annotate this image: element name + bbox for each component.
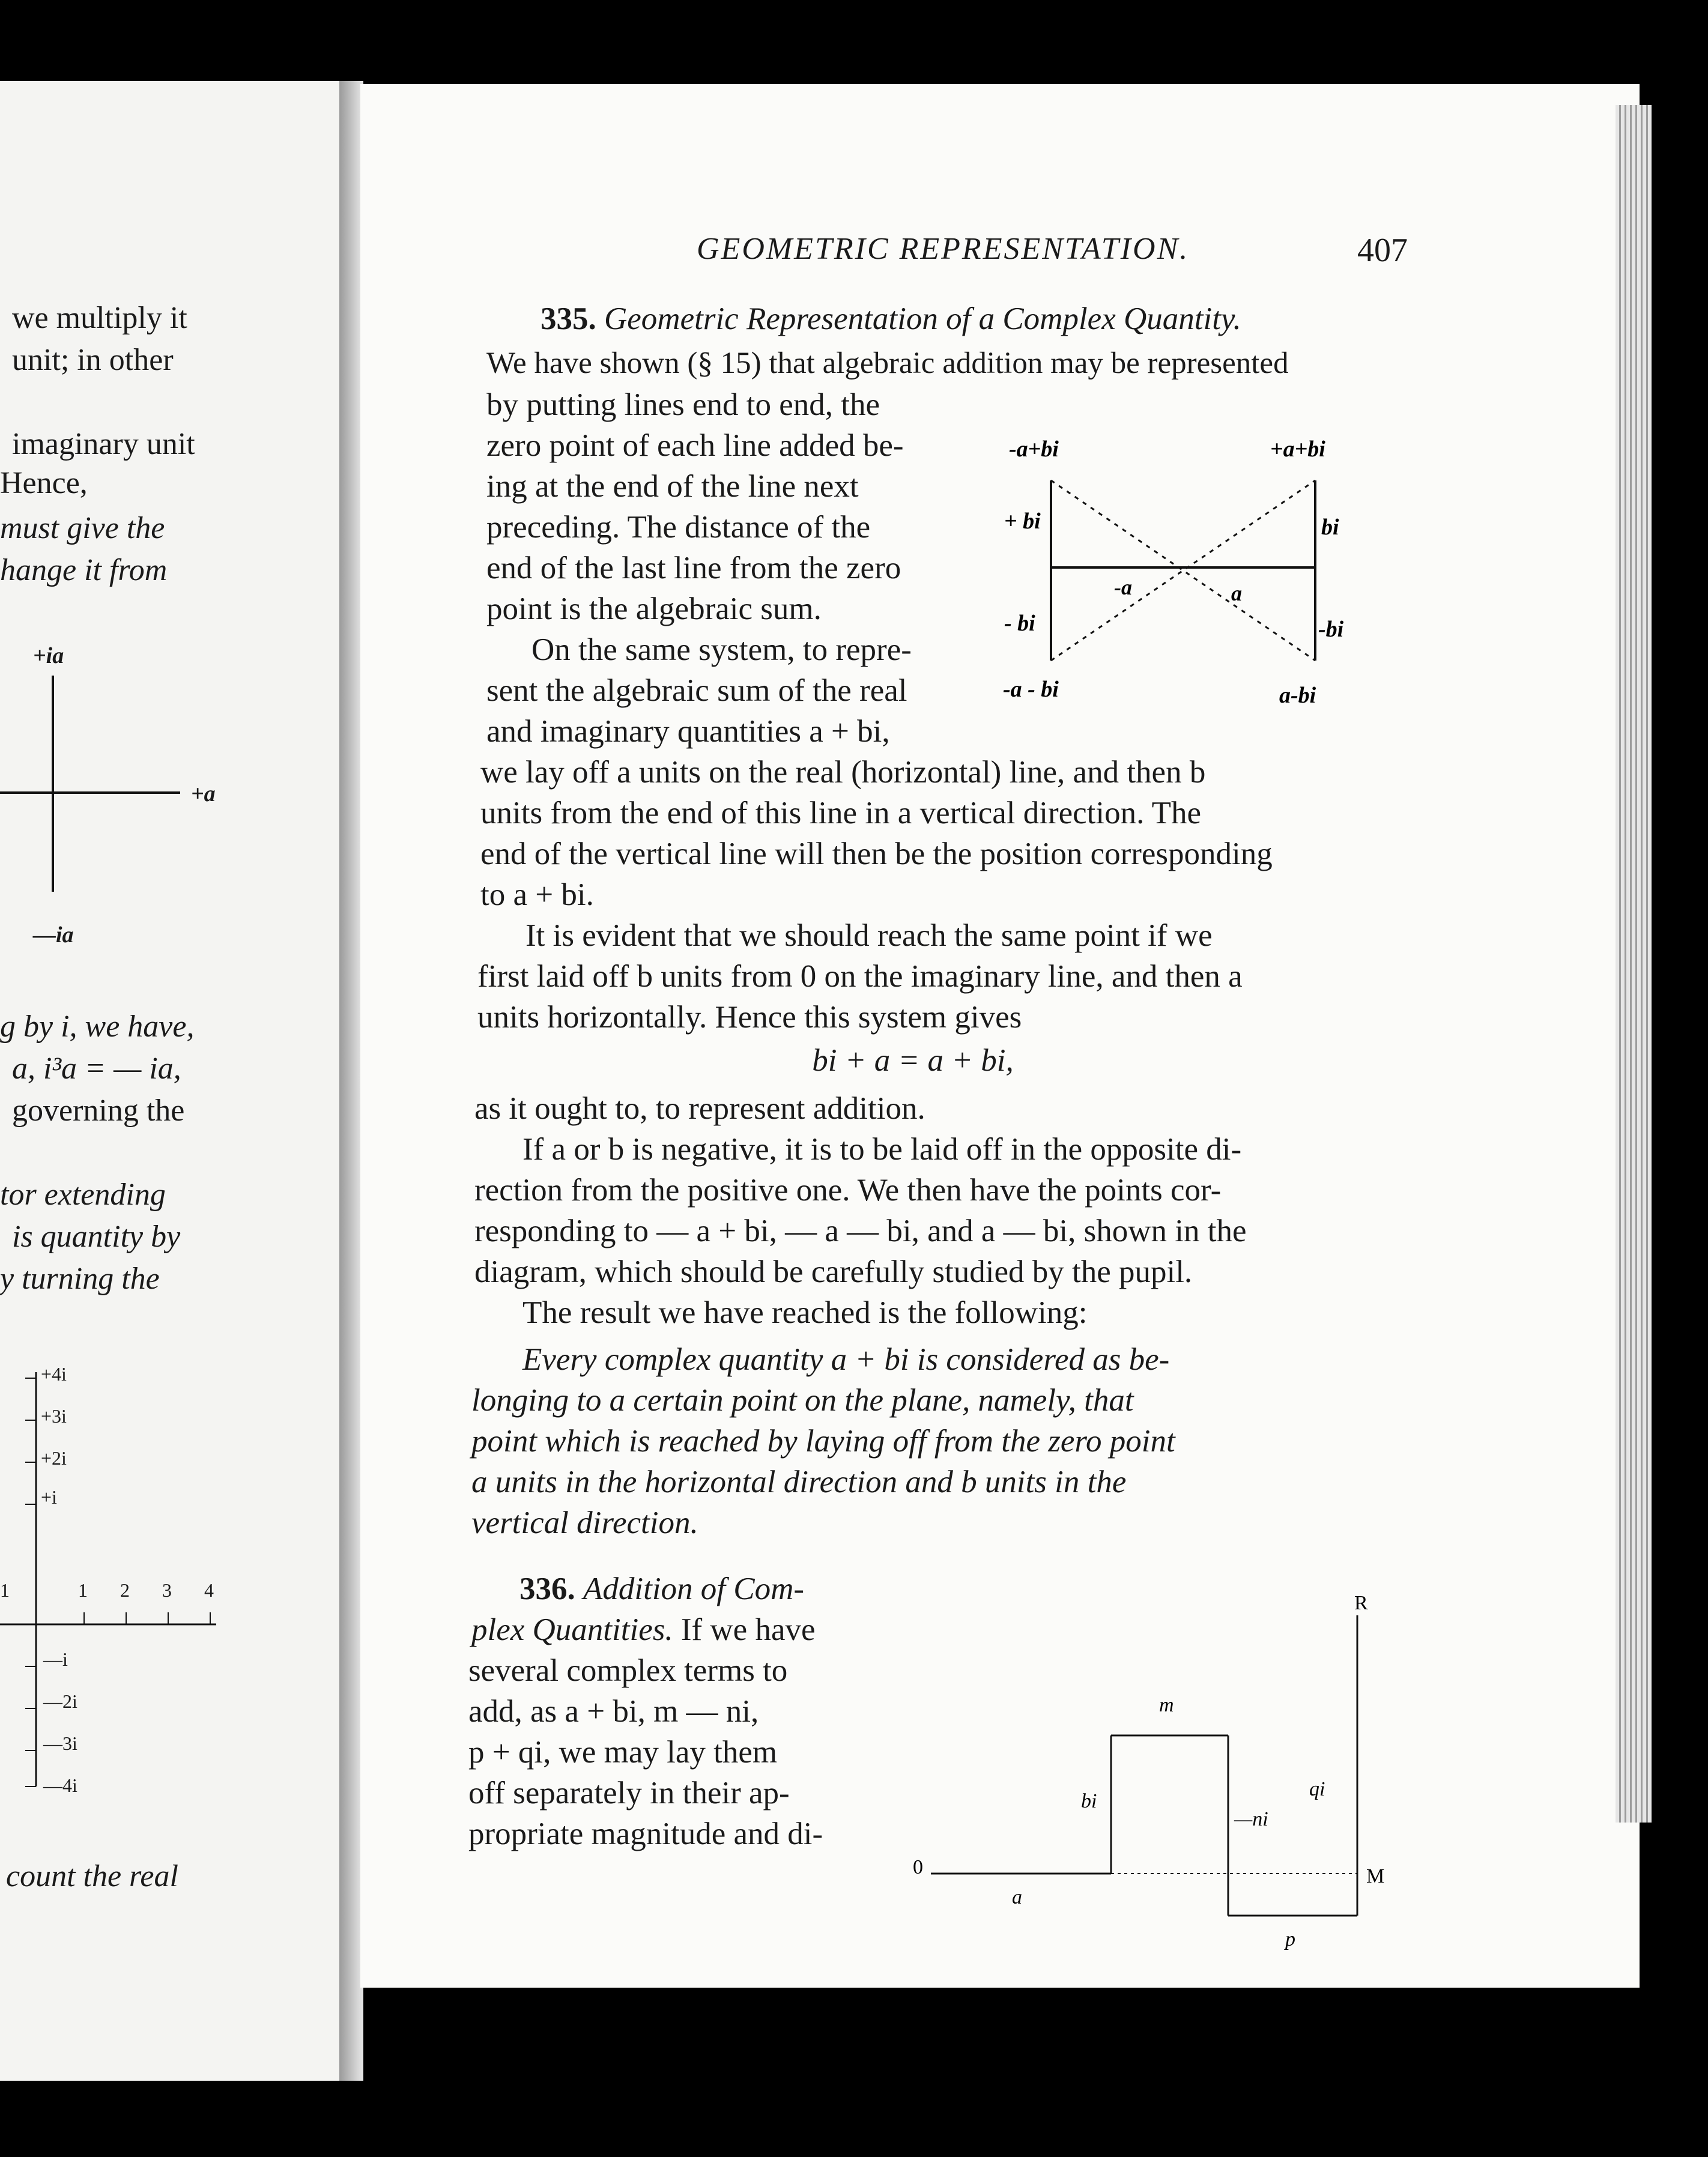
fig2-label-ni: —ni <box>1234 1808 1268 1830</box>
section-336-number: 336. <box>519 1572 575 1606</box>
s335-line-21: responding to — a + bi, — a — bi, and a — bi, shown in the <box>474 1214 1247 1248</box>
section-335-title: Geometric Representation of a Complex Quantity. <box>604 301 1241 336</box>
fig2-label-p: p <box>1285 1928 1295 1950</box>
left-line-10: tor extending <box>0 1178 166 1212</box>
s335-rule-1: Every complex quantity a + bi is considered as be- <box>522 1342 1170 1377</box>
left-line-7: g by i, we have, <box>0 1009 195 1044</box>
fig1-label-left-upper: + bi <box>1004 509 1041 534</box>
left-line-9: governing the <box>12 1094 185 1128</box>
fig1-label-left-lower: - bi <box>1004 611 1035 636</box>
scale-label-h-3: 3 <box>162 1579 172 1601</box>
scale-label-h-4: 4 <box>204 1579 214 1601</box>
left-axis-label-right: +a <box>191 781 216 806</box>
s335-rule-4: a units in the horizontal direction and b units in the <box>471 1465 1127 1499</box>
s335-line-18: as it ought to, to represent addition. <box>474 1091 925 1126</box>
s335-line-11: we lay off a units on the real (horizontal) line, and then b <box>480 755 1206 790</box>
fig2-label-qi: qi <box>1309 1778 1325 1800</box>
s335-line-23: The result we have reached is the following: <box>522 1295 1088 1330</box>
running-head: GEOMETRIC REPRESENTATION. <box>697 232 1190 266</box>
fig2-label-bi: bi <box>1081 1790 1097 1812</box>
book-gutter <box>339 81 363 2081</box>
left-line-11: is quantity by <box>12 1220 181 1254</box>
fig1-label-mid-right: a <box>1231 581 1242 605</box>
fig1-label-bottom-left: -a - bi <box>1003 677 1059 702</box>
fig2-label-M: M <box>1366 1865 1385 1887</box>
section-336-heading <box>519 1573 804 1605</box>
scale-label-4i: +4i <box>41 1363 67 1385</box>
s336-line-6: propriate magnitude and di- <box>468 1817 823 1851</box>
left-line-4: Hence, <box>0 466 88 500</box>
scale-label-h-2: 2 <box>120 1579 130 1601</box>
s336-line-1 <box>471 1614 816 1646</box>
section-336-title-part2: plex Quantities. <box>471 1612 673 1647</box>
left-line-12: y turning the <box>0 1262 160 1296</box>
scale-label-i: +i <box>41 1486 57 1508</box>
scale-label-h-1: 1 <box>78 1579 88 1601</box>
fig2-label-origin: 0 <box>913 1856 923 1878</box>
section-336-title-part1: Addition of Com- <box>583 1572 805 1606</box>
s335-line-1: We have shown (§ 15) that algebraic addition may be represented <box>486 346 1289 380</box>
s335-rule-3: point which is reached by laying off from the zero point <box>471 1424 1175 1459</box>
fig1-label-top-right: +a+bi <box>1270 437 1325 462</box>
s336-line-5: off separately in their ap- <box>468 1776 790 1811</box>
left-axes-diagram <box>0 640 240 916</box>
left-line-3: imaginary unit <box>12 427 195 461</box>
s335-line-13: end of the vertical line will then be the position corresponding <box>480 836 1273 871</box>
left-line-13: count the real <box>6 1859 178 1893</box>
fig1-label-bottom-right: a-bi <box>1279 683 1316 708</box>
fig1-label-top-left: -a+bi <box>1009 437 1059 462</box>
fig2-label-a: a <box>1012 1886 1022 1908</box>
left-line-8: a, i³a = — ia, <box>12 1051 181 1086</box>
left-line-2: unit; in other <box>12 343 174 377</box>
left-axis-label-top: +ia <box>33 643 64 668</box>
scale-label-neg-4i: —4i <box>43 1774 77 1796</box>
left-facing-page <box>0 81 344 2081</box>
s335-line-7: point is the algebraic sum. <box>486 591 822 626</box>
s335-line-16: first laid off b units from 0 on the imaginary line, and then a <box>477 959 1243 994</box>
scale-label-h-minus-1: 1 <box>0 1579 10 1601</box>
s336-line-1-rest: If we have <box>673 1612 816 1647</box>
complex-plane-figure <box>1003 420 1375 733</box>
s335-rule-5: vertical direction. <box>471 1505 698 1540</box>
section-335-heading <box>541 303 1241 335</box>
s335-line-8: On the same system, to repre- <box>531 632 912 667</box>
s335-line-14: to a + bi. <box>480 877 594 912</box>
scale-label-neg-i: —i <box>43 1648 68 1670</box>
s335-line-12: units from the end of this line in a vertical direction. The <box>480 796 1202 830</box>
left-axis-label-bottom: —ia <box>33 922 74 948</box>
page-number: 407 <box>1357 232 1408 269</box>
s336-line-3: add, as a + bi, m — ni, <box>468 1694 759 1729</box>
scale-label-neg-2i: —2i <box>43 1690 77 1712</box>
s335-line-3: zero point of each line added be- <box>486 428 904 463</box>
s335-line-2: by putting lines end to end, the <box>486 387 880 422</box>
scale-label-3i: +3i <box>41 1405 67 1427</box>
left-line-6: hange it from <box>0 553 168 587</box>
scale-label-neg-3i: —3i <box>43 1732 77 1754</box>
fig1-label-mid-left: -a <box>1114 575 1132 599</box>
fig1-label-right-upper: bi <box>1321 515 1339 540</box>
main-page <box>360 84 1640 1988</box>
scale-label-2i: +2i <box>41 1447 67 1469</box>
s335-equation: bi + a = a + bi, <box>812 1043 1014 1078</box>
s335-rule-2: longing to a certain point on the plane, namely, that <box>471 1383 1134 1418</box>
fig1-label-right-lower: -bi <box>1318 617 1344 642</box>
s335-line-19: If a or b is negative, it is to be laid off in the opposite di- <box>522 1132 1242 1167</box>
s335-line-15: It is evident that we should reach the same point if we <box>525 918 1213 953</box>
s335-line-22: diagram, which should be carefully studied by the pupil. <box>474 1254 1193 1289</box>
page-edge-stack <box>1616 105 1652 1823</box>
s335-line-9: sent the algebraic sum of the real <box>486 673 907 708</box>
left-line-5: must give the <box>0 511 165 545</box>
s335-line-10: and imaginary quantities a + bi, <box>486 714 890 749</box>
s335-line-6: end of the last line from the zero <box>486 551 901 585</box>
page-header <box>360 231 1640 273</box>
s336-line-2: several complex terms to <box>468 1653 788 1688</box>
s335-line-5: preceding. The distance of the <box>486 510 871 545</box>
fig2-label-m: m <box>1159 1694 1174 1716</box>
s335-line-20: rection from the positive one. We then have the points cor- <box>474 1173 1222 1208</box>
s336-line-4: p + qi, we may lay them <box>468 1735 778 1770</box>
fig2-label-R: R <box>1354 1592 1368 1614</box>
s335-line-17: units horizontally. Hence this system gives <box>477 1000 1022 1035</box>
s335-line-4: ing at the end of the line next <box>486 469 859 504</box>
left-line-1: we multiply it <box>12 301 187 335</box>
complex-addition-figure <box>901 1549 1385 1958</box>
section-335-number: 335. <box>541 301 596 336</box>
